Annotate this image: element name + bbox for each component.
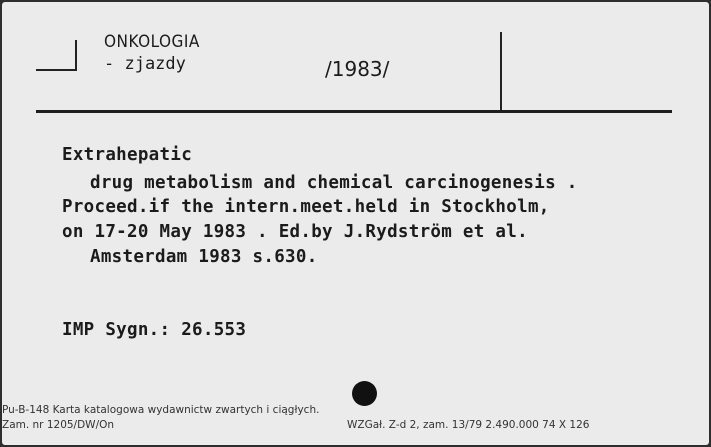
corner-mark-vertical <box>75 40 77 70</box>
call-number: IMP Sygn.: 26.553 <box>62 320 247 340</box>
footer-line-2-left: Zam. nr 1205/DW/On <box>2 419 115 431</box>
punch-hole <box>352 381 377 406</box>
subject-heading: ONKOLOGIA <box>104 32 200 52</box>
subject-subheading: - zjazdy <box>104 54 186 74</box>
header-rule <box>36 110 672 113</box>
catalog-card <box>2 2 709 445</box>
corner-mark-horizontal <box>36 69 77 71</box>
header-divider <box>500 32 502 112</box>
title-line: on 17-20 May 1983 . Ed.by J.Rydström et al. <box>62 222 528 242</box>
title-line: Proceed.if the intern.meet.held in Stockholm, <box>62 197 550 217</box>
footer-line-1: Pu-B-148 Karta katalogowa wydawnictw zwartych i ciągłych. <box>2 404 320 416</box>
title-line: Extrahepatic <box>62 145 193 165</box>
year-label: /1983/ <box>325 57 390 81</box>
title-line: drug metabolism and chemical carcinogenesis . <box>90 173 578 193</box>
footer-line-2-right: WZGał. Z-d 2, zam. 13/79 2.490.000 74 X 126 <box>347 419 590 431</box>
title-line: Amsterdam 1983 s.630. <box>90 247 318 267</box>
